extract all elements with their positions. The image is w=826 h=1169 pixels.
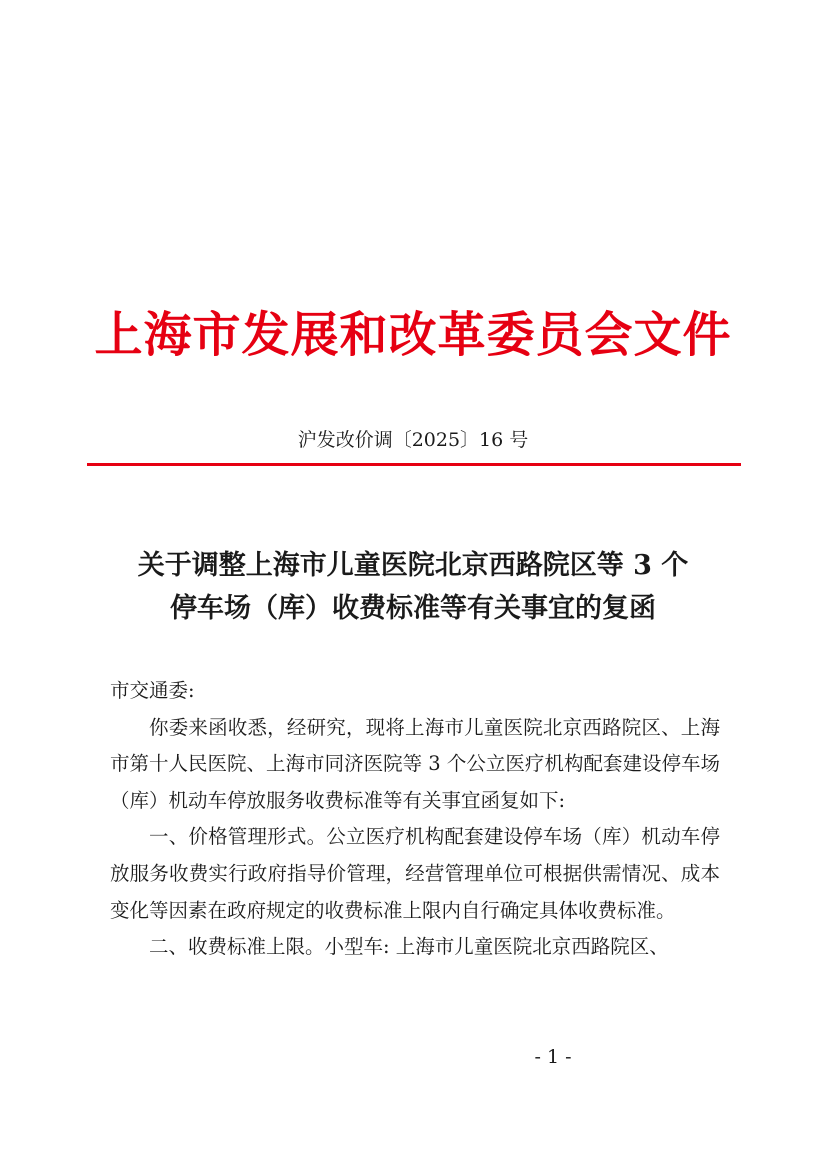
body-paragraph: 你委来函收悉，经研究，现将上海市儿童医院北京西路院区、上海市第十人民医院、上海市同济医院等 3 个公立医疗机构配套建设停车场（库）机动车停放服务收费标准等有关事宜函复如下: (110, 715, 720, 812)
document-body (110, 673, 720, 966)
salutation: 市交通委: (110, 679, 195, 702)
subject-line-2: 停车场（库）收费标准等有关事宜的复函 (170, 593, 656, 624)
red-separator-line (87, 463, 741, 466)
document-number: 沪发改价调〔2025〕16 号 (297, 429, 529, 451)
body-paragraph: 二、收费标准上限。小型车: 上海市儿童医院北京西路院区、 (149, 935, 669, 959)
page-number: - 1 - (534, 1046, 572, 1068)
document-subject (60, 544, 766, 630)
body-paragraph: 一、价格管理形式。公立医疗机构配套建设停车场（库）机动车停放服务收费实行政府指导价管理，经营管理单位可根据供需情况、成本变化等因素在政府规定的收费标准上限内自行确定具体收费标准。 (110, 825, 720, 922)
issuer-header-title: 上海市发展和改革委员会文件 (94, 307, 732, 363)
subject-line-1: 关于调整上海市儿童医院北京西路院区等 3 个 (137, 550, 689, 581)
